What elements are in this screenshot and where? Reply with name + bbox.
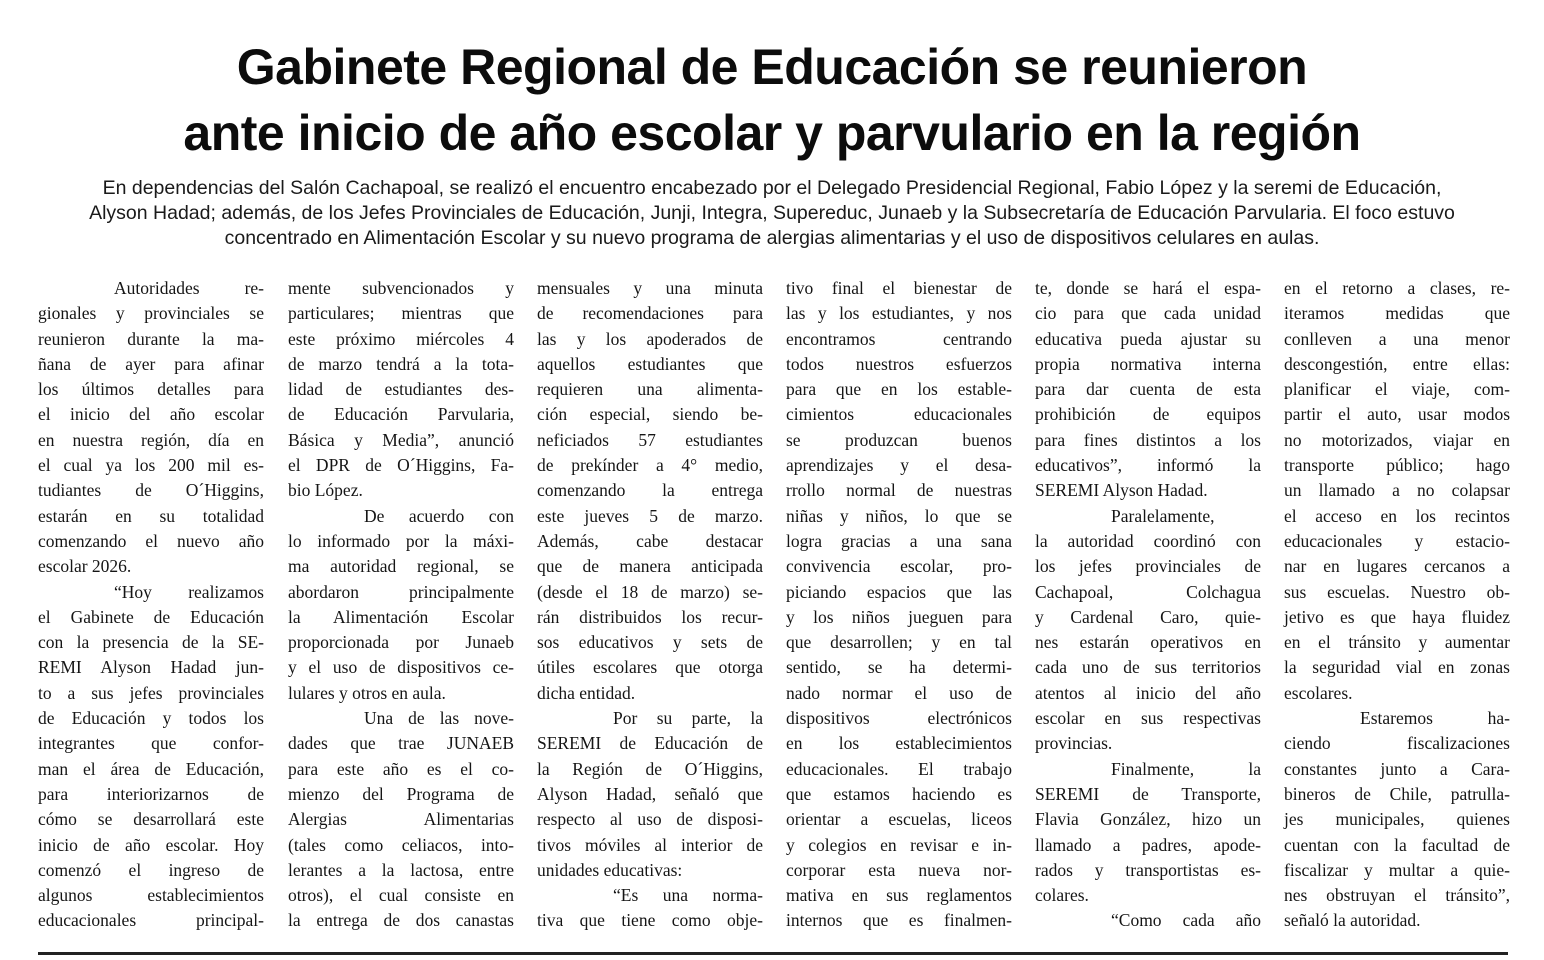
body-line: la entrega de dos canastas	[288, 910, 514, 931]
deck-line-2: Alyson Hadad; además, de los Jefes Provinciales de Educación, Junji, Integra, Supereduc, Junaeb y la Subsecretaría de Educación Parvularia. El foco estuvo	[89, 202, 1455, 224]
body-line: mienzo del Programa de	[288, 783, 514, 804]
body-line: logra gracias a una sana	[786, 530, 1012, 551]
body-line: que estamos haciendo es	[786, 783, 1012, 804]
body-line: ma autoridad regional, se	[288, 556, 514, 577]
body-line: mente subvencionados y	[288, 278, 514, 298]
body-line: otros), el cual consiste en	[288, 885, 514, 906]
body-line: cómo se desarrollará este	[38, 809, 264, 830]
body-line: piciando espacios que las	[786, 581, 1012, 602]
body-column-2	[288, 276, 514, 934]
body-line: cio para que cada unidad	[1035, 303, 1261, 324]
body-line: las y los apoderados de	[537, 328, 763, 349]
body-line: educacionales. El trabajo	[786, 758, 1012, 779]
body-line: y colegios en revisar e in-	[786, 834, 1012, 855]
article-deck	[30, 176, 1514, 251]
body-line: Cachapoal, Colchagua	[1035, 581, 1261, 602]
body-line: que desarrollen; y en tal	[786, 632, 1012, 653]
body-line: Estaremos ha-	[1360, 708, 1510, 729]
body-line: para interiorizarnos de	[38, 783, 264, 804]
body-line: cada uno de sus territorios	[1035, 657, 1261, 678]
body-line: “Como cada año	[1111, 910, 1261, 931]
body-line: (desde el 18 de marzo) se-	[537, 581, 763, 602]
body-line: planificar el viaje, com-	[1284, 379, 1510, 400]
body-line: de Educación y todos los	[38, 708, 264, 729]
body-line: de recomendaciones para	[537, 303, 763, 324]
bottom-rule	[38, 952, 1508, 955]
body-line: to a sus jefes provinciales	[38, 682, 264, 703]
body-line: nes obstruyan el tránsito”,	[1284, 885, 1510, 906]
body-column-6	[1284, 276, 1510, 934]
body-line: dispositivos electrónicos	[786, 708, 1012, 729]
body-line: (tales como celiacos, into-	[288, 834, 514, 855]
body-line: el acceso en los recintos	[1284, 505, 1510, 526]
body-line: transporte público; hago	[1284, 455, 1510, 476]
body-line: no motorizados, viajar en	[1284, 429, 1510, 450]
body-line: Por su parte, la	[613, 708, 763, 729]
body-line: la autoridad coordinó con	[1035, 530, 1261, 551]
body-line: colares.	[1035, 885, 1089, 906]
body-line: el Gabinete de Educación	[38, 606, 264, 627]
body-line: prohibición de equipos	[1035, 404, 1261, 425]
body-line: SEREMI Alyson Hadad.	[1035, 480, 1208, 501]
body-line: particulares; mientras que	[288, 303, 514, 324]
body-line: para dar cuenta de esta	[1035, 379, 1261, 400]
body-line: “Es una norma-	[613, 885, 763, 906]
body-line: provincias.	[1035, 733, 1113, 754]
body-line: Básica y Media”, anunció	[288, 429, 514, 450]
body-line: descongestión, entre ellas:	[1284, 353, 1510, 374]
body-line: comenzando la entrega	[537, 480, 763, 501]
body-line: lidad de estudiantes des-	[288, 379, 514, 400]
body-line: y los niños jueguen para	[786, 606, 1012, 627]
article-headline	[0, 34, 1544, 166]
body-line: llamado a padres, apode-	[1035, 834, 1261, 855]
body-line: nes estarán operativos en	[1035, 632, 1261, 653]
body-line: Flavia González, hizo un	[1035, 809, 1261, 830]
body-line: orientar a escuelas, liceos	[786, 809, 1012, 830]
body-column-3	[537, 276, 763, 934]
body-line: los últimos detalles para	[38, 379, 264, 400]
body-line: dicha entidad.	[537, 682, 636, 703]
body-line: tiva que tiene como obje-	[537, 910, 763, 931]
body-line: mensuales y una minuta	[537, 278, 763, 298]
body-line: Autoridades re-	[114, 278, 264, 298]
body-line: escolares.	[1284, 682, 1353, 703]
body-line: dades que trae JUNAEB	[288, 733, 514, 754]
body-line: Alergias Alimentarias	[288, 809, 514, 830]
body-line: nado normar el uso de	[786, 682, 1012, 703]
body-line: tivo final el bienestar de	[786, 278, 1012, 298]
body-line: de prekínder a 4° medio,	[537, 455, 763, 476]
body-line: sus escuelas. Nuestro ob-	[1284, 581, 1510, 602]
body-line: sentido, se ha determi-	[786, 657, 1012, 678]
body-line: rrollo normal de nuestras	[786, 480, 1012, 501]
body-line: proporcionada por Junaeb	[288, 632, 514, 653]
body-line: rados y transportistas es-	[1035, 859, 1261, 880]
body-line: SEREMI de Transporte,	[1035, 783, 1261, 804]
body-column-1	[38, 276, 264, 934]
body-line: convivencia escolar, pro-	[786, 556, 1012, 577]
body-line: el DPR de O´Higgins, Fa-	[288, 455, 514, 476]
body-line: inicio de año escolar. Hoy	[38, 834, 264, 855]
body-line: nar en lugares cercanos a	[1284, 556, 1510, 577]
body-line: comenzó el ingreso de	[38, 859, 264, 880]
body-line: estarán en su totalidad	[38, 505, 264, 526]
body-line: REMI Alyson Hadad jun-	[38, 657, 264, 678]
body-line: útiles escolares que otorga	[537, 657, 763, 678]
body-line: SEREMI de Educación de	[537, 733, 763, 754]
body-line: con la presencia de la SE-	[38, 632, 264, 653]
body-line: partir el auto, usar modos	[1284, 404, 1510, 425]
body-column-4	[786, 276, 1012, 934]
body-line: la Alimentación Escolar	[288, 606, 514, 627]
body-line: rán distribuidos los recur-	[537, 606, 763, 627]
body-line: respecto al uso de disposi-	[537, 809, 763, 830]
body-line: internos que es finalmen-	[786, 910, 1012, 931]
body-line: Una de las nove-	[364, 708, 514, 729]
headline-line-1: Gabinete Regional de Educación se reunieron	[236, 39, 1308, 95]
body-line: lulares y otros en aula.	[288, 682, 446, 703]
body-line: en el retorno a clases, re-	[1284, 278, 1510, 298]
body-line: lo informado por la máxi-	[288, 530, 514, 551]
body-line: mativa en sus reglamentos	[786, 885, 1012, 906]
body-line: las y los estudiantes, y nos	[786, 303, 1012, 324]
body-line: el cual ya los 200 mil es-	[38, 455, 264, 476]
body-line: la Región de O´Higgins,	[537, 758, 763, 779]
body-line: corporar esta nueva nor-	[786, 859, 1012, 880]
body-line: “Hoy realizamos	[114, 581, 264, 602]
body-line: educativos”, informó la	[1035, 455, 1261, 476]
body-line: cimientos educacionales	[786, 404, 1012, 425]
body-line: en nuestra región, día en	[38, 429, 264, 450]
body-line: tudiantes de O´Higgins,	[38, 480, 264, 501]
body-line: de Educación Parvularia,	[288, 404, 514, 425]
body-line: Alyson Hadad, señaló que	[537, 783, 763, 804]
body-line: tivos móviles al interior de	[537, 834, 763, 855]
body-line: ciendo fiscalizaciones	[1284, 733, 1510, 754]
body-line: para que en los estable-	[786, 379, 1012, 400]
body-line: integrantes que confor-	[38, 733, 264, 754]
body-line: atentos al inicio del año	[1035, 682, 1261, 703]
body-line: este jueves 5 de marzo.	[537, 505, 763, 526]
body-line: reunieron durante la ma-	[38, 328, 264, 349]
headline-line-2: ante inicio de año escolar y parvulario en la región	[183, 105, 1361, 161]
body-line: para fines distintos a los	[1035, 429, 1261, 450]
body-line: señaló la autoridad.	[1284, 910, 1421, 931]
body-line: lerantes a la lactosa, entre	[288, 859, 514, 880]
body-line: jetivo es que haya fluidez	[1284, 606, 1510, 627]
body-line: en los establecimientos	[786, 733, 1012, 754]
body-line: ñana de ayer para afinar	[38, 353, 264, 374]
body-column-5	[1035, 276, 1261, 934]
body-line: y el uso de dispositivos ce-	[288, 657, 514, 678]
body-line: Finalmente, la	[1111, 758, 1261, 779]
body-line: conlleven a una menor	[1284, 328, 1510, 349]
body-line: algunos establecimientos	[38, 885, 264, 906]
body-line: todos nuestros esfuerzos	[786, 353, 1012, 374]
body-line: niñas y niños, lo que se	[786, 505, 1012, 526]
body-line: un llamado a no colapsar	[1284, 480, 1510, 501]
body-line: de marzo tendrá a la tota-	[288, 353, 514, 374]
body-line: man el área de Educación,	[38, 758, 264, 779]
body-line: constantes junto a Cara-	[1284, 758, 1510, 779]
body-line: en el tránsito y aumentar	[1284, 632, 1510, 653]
body-line: escolar 2026.	[38, 556, 132, 577]
body-line: educativa pueda ajustar su	[1035, 328, 1261, 349]
body-line: la seguridad vial en zonas	[1284, 657, 1510, 678]
body-line: ción especial, siendo be-	[537, 404, 763, 425]
body-line: los jefes provinciales de	[1035, 556, 1261, 577]
body-line: abordaron principalmente	[288, 581, 514, 602]
body-line: aprendizajes y el desa-	[786, 455, 1012, 476]
body-line: educacionales principal-	[38, 910, 264, 931]
body-line: Paralelamente,	[1111, 505, 1215, 526]
body-line: fiscalizar y multar a quie-	[1284, 859, 1510, 880]
body-line: Además, cabe destacar	[537, 530, 763, 551]
body-line: este próximo miércoles 4	[288, 328, 514, 349]
body-line: y Cardenal Caro, quie-	[1035, 606, 1261, 627]
body-line: encontramos centrando	[786, 328, 1012, 349]
body-line: te, donde se hará el espa-	[1035, 278, 1261, 298]
body-line: aquellos estudiantes que	[537, 353, 763, 374]
body-line: para este año es el co-	[288, 758, 514, 779]
body-line: bineros de Chile, patrulla-	[1284, 783, 1510, 804]
body-line: escolar en sus respectivas	[1035, 708, 1261, 729]
body-line: bio López.	[288, 480, 363, 501]
body-line: que de manera anticipada	[537, 556, 763, 577]
body-line: cuentan con la facultad de	[1284, 834, 1510, 855]
body-line: requieren una alimenta-	[537, 379, 763, 400]
body-line: gionales y provinciales se	[38, 303, 264, 324]
body-line: sos educativos y sets de	[537, 632, 763, 653]
body-line: iteramos medidas que	[1284, 303, 1510, 324]
body-line: neficiados 57 estudiantes	[537, 429, 763, 450]
body-line: jes municipales, quienes	[1284, 809, 1510, 830]
body-line: educacionales y estacio-	[1284, 530, 1510, 551]
body-line: De acuerdo con	[364, 505, 514, 526]
body-line: comenzando el nuevo año	[38, 530, 264, 551]
body-line: unidades educativas:	[537, 859, 683, 880]
body-line: el inicio del año escolar	[38, 404, 264, 425]
body-line: propia normativa interna	[1035, 353, 1261, 374]
deck-line-3: concentrado en Alimentación Escolar y su nuevo programa de alergias alimentarias y el uso de dispositivos celulares en aulas.	[224, 227, 1320, 249]
deck-line-1: En dependencias del Salón Cachapoal, se realizó el encuentro encabezado por el Delegado Presidencial Regional, Fabio López y la seremi de Educación,	[102, 177, 1442, 199]
body-line: se produzcan buenos	[786, 429, 1012, 450]
